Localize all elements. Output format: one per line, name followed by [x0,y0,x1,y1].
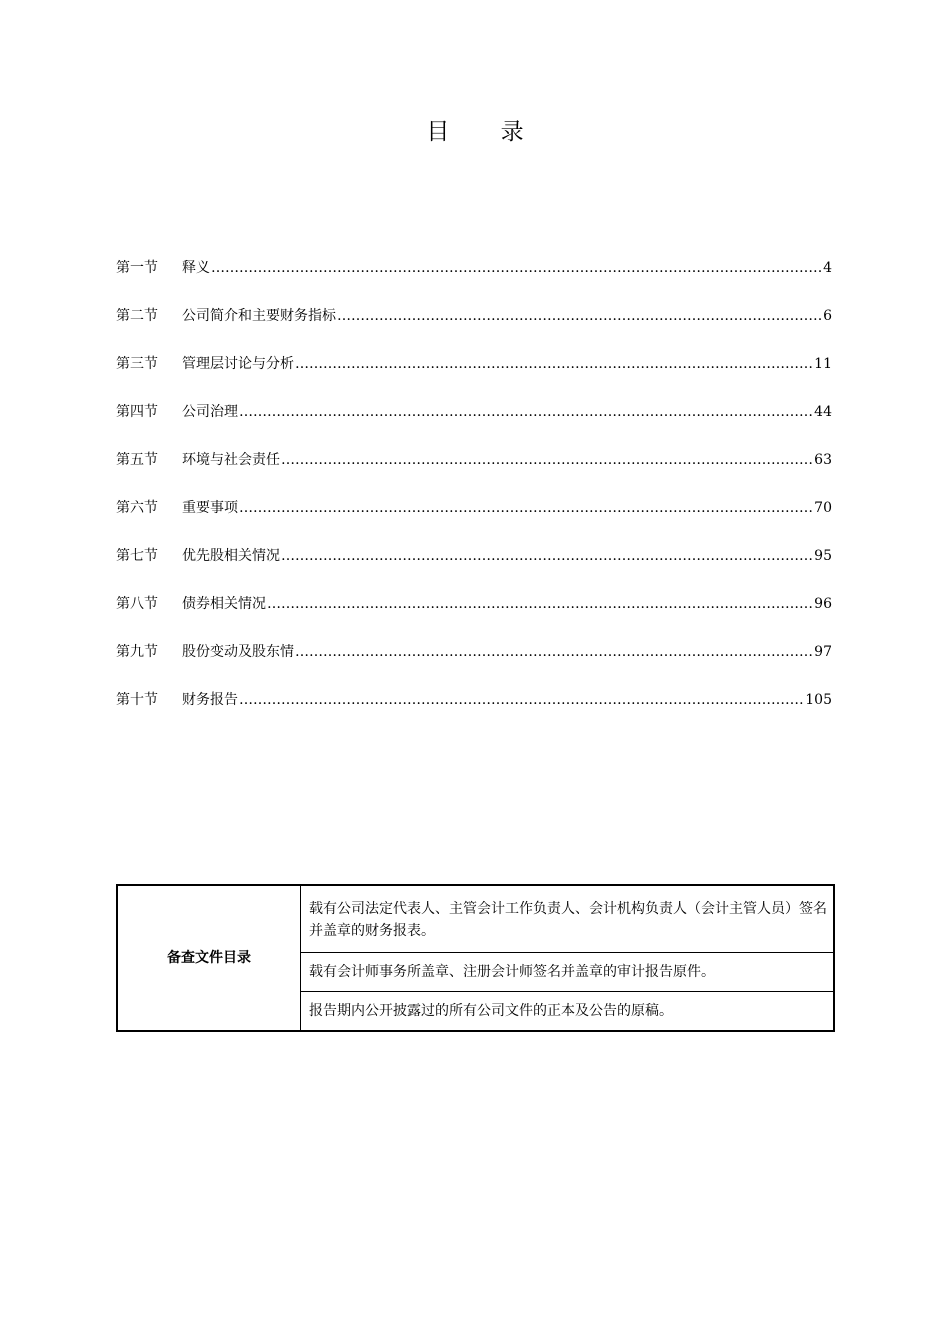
toc-section-number: 第五节 [116,452,158,468]
toc-entry[interactable] [116,592,832,640]
toc-dot-leader [211,256,822,280]
toc-page-number: 6 [823,308,832,324]
toc-page-number: 63 [814,452,832,468]
toc-page-number: 97 [814,644,832,660]
toc-dot-leader [239,400,813,424]
table-of-contents [116,256,832,736]
toc-page-number: 4 [823,260,832,276]
toc-section-number: 第九节 [116,644,158,660]
toc-section-number: 第二节 [116,308,158,324]
toc-page-number: 105 [805,692,832,708]
toc-dot-leader [295,352,813,376]
toc-entry[interactable] [116,304,832,352]
toc-section-number: 第三节 [116,356,158,372]
toc-entry[interactable] [116,400,832,448]
toc-section-number: 第八节 [116,596,158,612]
toc-page-number: 70 [814,500,832,516]
toc-entry[interactable] [116,496,832,544]
toc-entry[interactable] [116,256,832,304]
toc-entry[interactable] [116,544,832,592]
toc-section-title: 管理层讨论与分析 [182,356,294,372]
toc-section-title: 优先股相关情况 [182,548,280,564]
toc-entry[interactable] [116,352,832,400]
toc-section-title: 股份变动及股东情 [182,644,294,660]
toc-page-number: 96 [814,596,832,612]
page-title: 目 录 [426,119,546,145]
toc-section-number: 第七节 [116,548,158,564]
toc-dot-leader [281,544,813,568]
toc-entry[interactable] [116,688,832,736]
table-row [117,885,834,953]
toc-dot-leader [337,304,822,328]
toc-section-title: 财务报告 [182,692,238,708]
toc-page-number: 44 [814,404,832,420]
toc-dot-leader [239,496,813,520]
toc-page-number: 11 [814,356,832,372]
toc-entry[interactable] [116,448,832,496]
toc-section-title: 公司治理 [182,404,238,420]
toc-dot-leader [267,592,813,616]
toc-section-title: 公司简介和主要财务指标 [182,308,336,324]
toc-section-number: 第十节 [116,692,158,708]
toc-page-number: 95 [814,548,832,564]
reference-document-item: 载有公司法定代表人、主管会计工作负责人、会计机构负责人（会计主管人员）签名并盖章的财务报表。 [301,885,835,953]
reference-documents-label: 备查文件目录 [117,885,301,1031]
toc-section-number: 第六节 [116,500,158,516]
reference-document-item: 载有会计师事务所盖章、注册会计师签名并盖章的审计报告原件。 [301,953,835,992]
reference-document-item: 报告期内公开披露过的所有公司文件的正本及公告的原稿。 [301,992,835,1032]
toc-dot-leader [239,688,804,712]
toc-section-number: 第一节 [116,260,158,276]
toc-entry[interactable] [116,640,832,688]
reference-documents-table [116,884,835,1032]
toc-section-title: 释义 [182,260,210,276]
toc-dot-leader [295,640,813,664]
toc-section-title: 环境与社会责任 [182,452,280,468]
toc-section-title: 债券相关情况 [182,596,266,612]
toc-section-number: 第四节 [116,404,158,420]
toc-dot-leader [281,448,813,472]
toc-section-title: 重要事项 [182,500,238,516]
